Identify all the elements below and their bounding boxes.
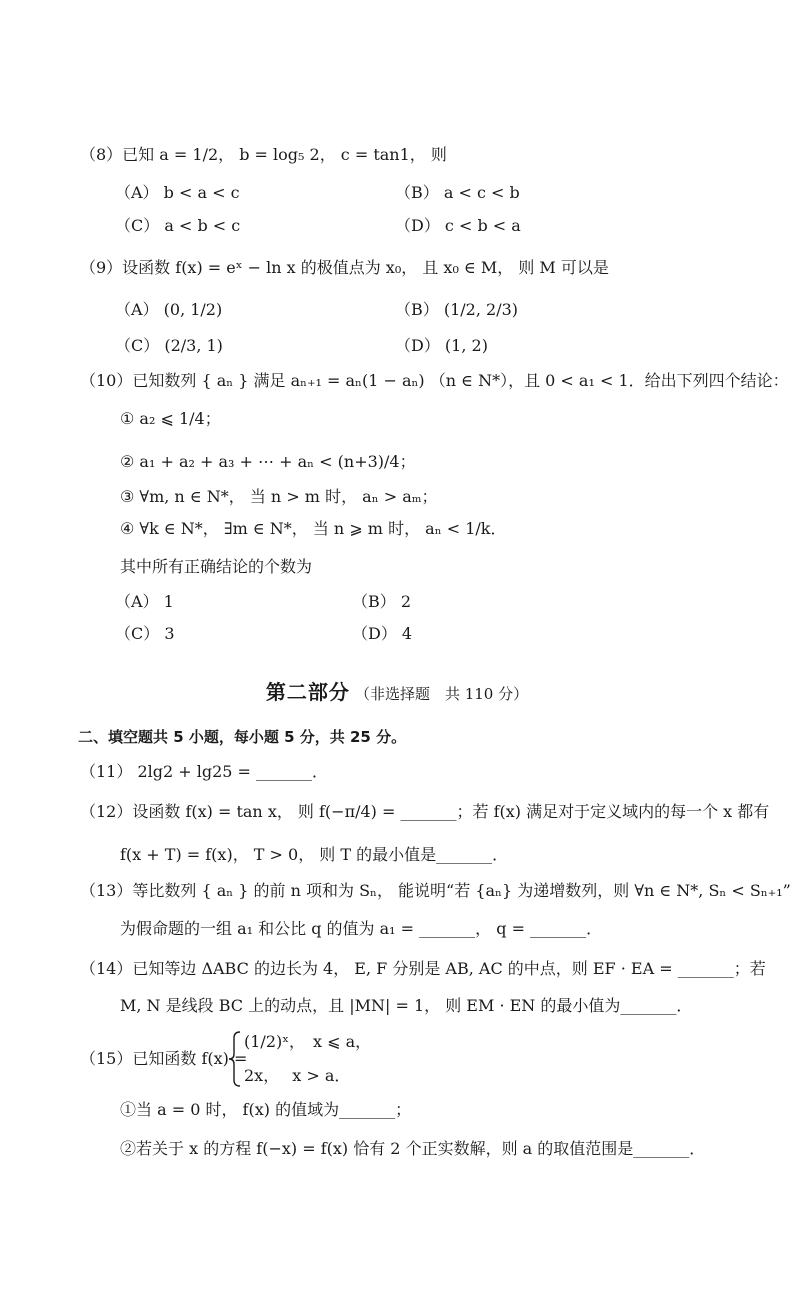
q9-stem: （9）设函数 f(x) = eˣ − ln x 的极值点为 x₀， 且 x₀ ∈ M， 则 M 可以是 — [80, 258, 609, 277]
q10-prompt: 其中所有正确结论的个数为 — [120, 557, 313, 576]
q12-line2: f(x + T) = f(x)， T > 0， 则 T 的最小值是_______． — [120, 845, 509, 864]
q8-option-b: （B） a < c < b — [395, 183, 520, 202]
section-title: 二、填空题共 5 小题，每小题 5 分，共 25 分。 — [78, 728, 407, 746]
q11: （11） 2lg2 + lg25 = _______． — [80, 762, 329, 781]
q8-option-d: （D） c < b < a — [395, 216, 521, 235]
q8-stem: （8）已知 a = 1/2， b = log₅ 2， c = tan1， 则 — [80, 145, 447, 164]
q15-stem: （15）已知函数 f(x) = — [80, 1049, 248, 1068]
q12-line1: （12）设函数 f(x) = tan x， 则 f(−π/4) = _______；若 f(x) 满足对于定义域内的每一个 x 都有 — [80, 802, 770, 821]
q15-case2: 2x， x > a． — [244, 1066, 351, 1085]
part2-heading — [0, 676, 794, 705]
q9-option-a: （A） (0, 1/2) — [115, 300, 223, 319]
part2-subtitle: （非选择题 共 110 分） — [354, 685, 529, 703]
q9-option-d: （D） (1, 2) — [395, 336, 488, 355]
q10-option-b: （B） 2 — [352, 592, 412, 611]
part2-title: 第二部分 — [265, 680, 350, 704]
q10-option-d: （D） 4 — [352, 624, 413, 643]
q13-line1: （13）等比数列 { aₙ } 的前 n 项和为 Sₙ， 能说明“若 {aₙ} 为递增数列，则 ∀n ∈ N*, Sₙ < Sₙ₊₁” — [80, 881, 791, 900]
q10-claim-2: ② a₁ + a₂ + a₃ + ⋯ + aₙ < (n+3)/4； — [120, 452, 416, 471]
q15-case1: (1/2)ˣ， x ⩽ a， — [244, 1032, 372, 1051]
q14-line1: （14）已知等边 ΔABC 的边长为 4， E, F 分别是 AB, AC 的中点，则 EF · EA = _______；若 — [80, 959, 766, 978]
q10-claim-1: ① a₂ ⩽ 1/4； — [120, 409, 221, 428]
q13-line2: 为假命题的一组 a₁ 和公比 q 的值为 a₁ = _______， q = _______． — [120, 919, 603, 938]
q10-stem: （10）已知数列 { aₙ } 满足 aₙ₊₁ = aₙ(1 − aₙ) （n ∈ N*），且 0 < a₁ < 1．给出下列四个结论： — [80, 371, 789, 390]
q9-option-c: （C） (2/3, 1) — [115, 336, 223, 355]
q10-option-c: （C） 3 — [115, 624, 175, 643]
q9-option-b: （B） (1/2, 2/3) — [395, 300, 519, 319]
q10-claim-3: ③ ∀m, n ∈ N*， 当 n > m 时， aₙ > aₘ； — [120, 487, 438, 506]
q10-claim-4: ④ ∀k ∈ N*， ∃m ∈ N*， 当 n ⩾ m 时， aₙ < 1/k． — [120, 519, 507, 538]
q15-part1: ①当 a = 0 时， f(x) 的值域为_______； — [120, 1100, 412, 1119]
q10-option-a: （A） 1 — [115, 592, 174, 611]
q14-line2: M, N 是线段 BC 上的动点，且 |MN| = 1， 则 EM · EN 的最小值为_______． — [120, 996, 693, 1015]
q15-part2: ②若关于 x 的方程 f(−x) = f(x) 恰有 2 个正实数解，则 a 的取值范围是_______． — [120, 1139, 706, 1158]
brace-icon — [228, 1030, 242, 1088]
q8-option-a: （A） b < a < c — [115, 183, 240, 202]
q8-option-c: （C） a < b < c — [115, 216, 241, 235]
